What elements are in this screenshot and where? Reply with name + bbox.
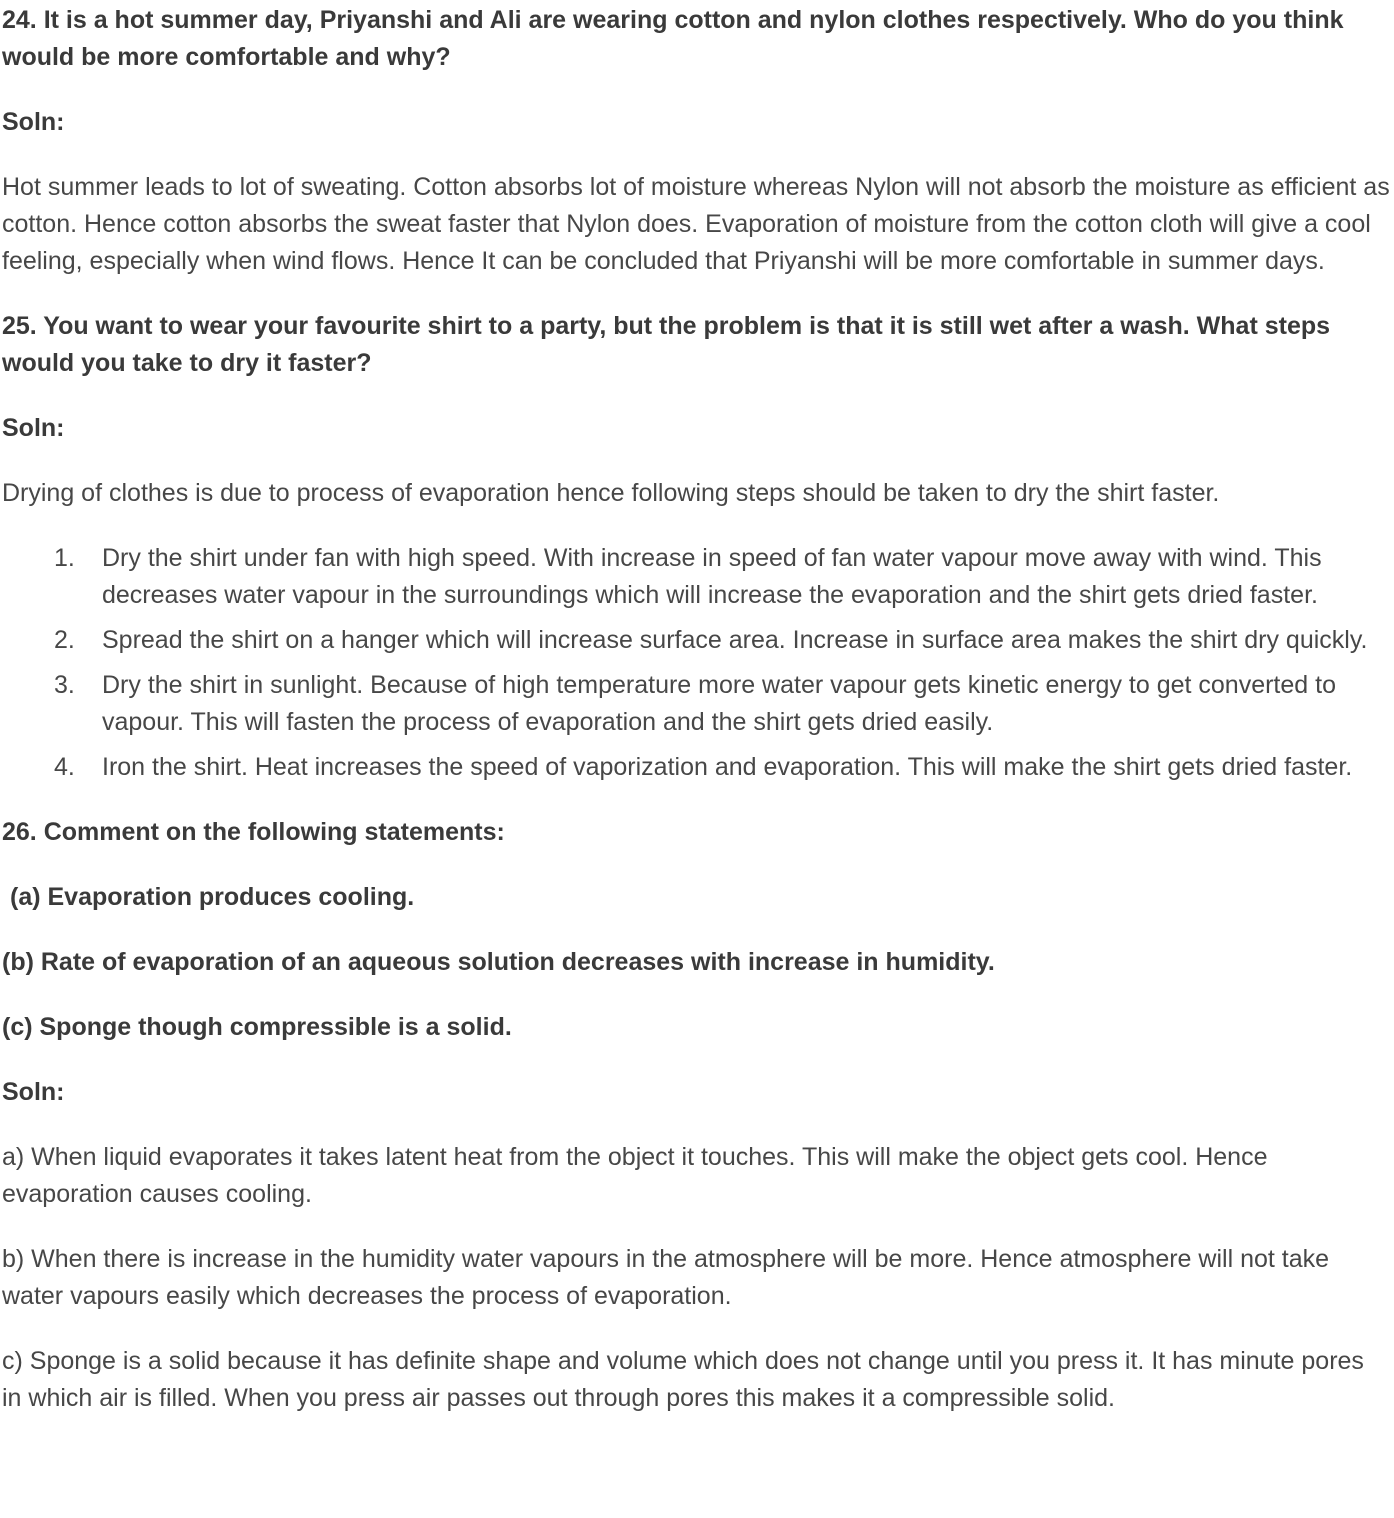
q26-answer-c: c) Sponge is a solid because it has definite shape and volume which does not change until you press it. It has minute pores in which air is filled. When you press air passes out through pores this makes it a compressible solid. — [2, 1347, 1364, 1412]
q26-statement-c: (c) Sponge though compressible is a solid. — [2, 1013, 512, 1041]
question-24-text: 24. It is a hot summer day, Priyanshi and Ali are wearing cotton and nylon clothes respectively. Who do you think would be more comfortable and why? — [2, 6, 1344, 71]
question-26-text: 26. Comment on the following statements: — [2, 818, 505, 846]
q25-steps-list — [2, 540, 1390, 786]
q24-soln-label: Soln: — [2, 108, 65, 136]
list-item: Dry the shirt under fan with high speed. With increase in speed of fan water vapour move away with wind. This decreases water vapour in the surroundings which will increase the evaporation and the shirt gets dried faster. — [102, 544, 1322, 609]
q25-soln-label: Soln: — [2, 414, 65, 442]
q26-statement-b: (b) Rate of evaporation of an aqueous solution decreases with increase in humidity. — [2, 948, 995, 976]
q26-soln-label: Soln: — [2, 1078, 65, 1106]
q24-answer-paragraph: Hot summer leads to lot of sweating. Cotton absorbs lot of moisture whereas Nylon will not absorb the moisture as efficient as cotton. Hence cotton absorbs the sweat faster that Nylon does. Evaporation of moisture from the cotton cloth will give a cool feeling, especially when wind flows. Hence It can be concluded that Priyanshi will be more comfortable in summer days. — [2, 173, 1390, 275]
q26-answer-a: a) When liquid evaporates it takes latent heat from the object it touches. This will make the object gets cool. Hence evaporation causes cooling. — [2, 1143, 1268, 1208]
q25-answer-intro: Drying of clothes is due to process of evaporation hence following steps should be taken to dry the shirt faster. — [2, 479, 1220, 507]
question-25-text: 25. You want to wear your favourite shirt to a party, but the problem is that it is still wet after a wash. What steps would you take to dry it faster? — [2, 312, 1331, 377]
q26-answer-b: b) When there is increase in the humidity water vapours in the atmosphere will be more. Hence atmosphere will not take water vapours easily which decreases the process of evaporation. — [2, 1245, 1330, 1310]
q26-statement-a: (a) Evaporation produces cooling. — [10, 883, 415, 911]
list-item: Iron the shirt. Heat increases the speed of vaporization and evaporation. This will make the shirt gets dried faster. — [102, 753, 1353, 781]
list-item: Spread the shirt on a hanger which will increase surface area. Increase in surface area makes the shirt dry quickly. — [102, 626, 1368, 654]
list-item: Dry the shirt in sunlight. Because of high temperature more water vapour gets kinetic energy to get converted to vapour. This will fasten the process of evaporation and the shirt gets dried easily. — [102, 671, 1336, 736]
